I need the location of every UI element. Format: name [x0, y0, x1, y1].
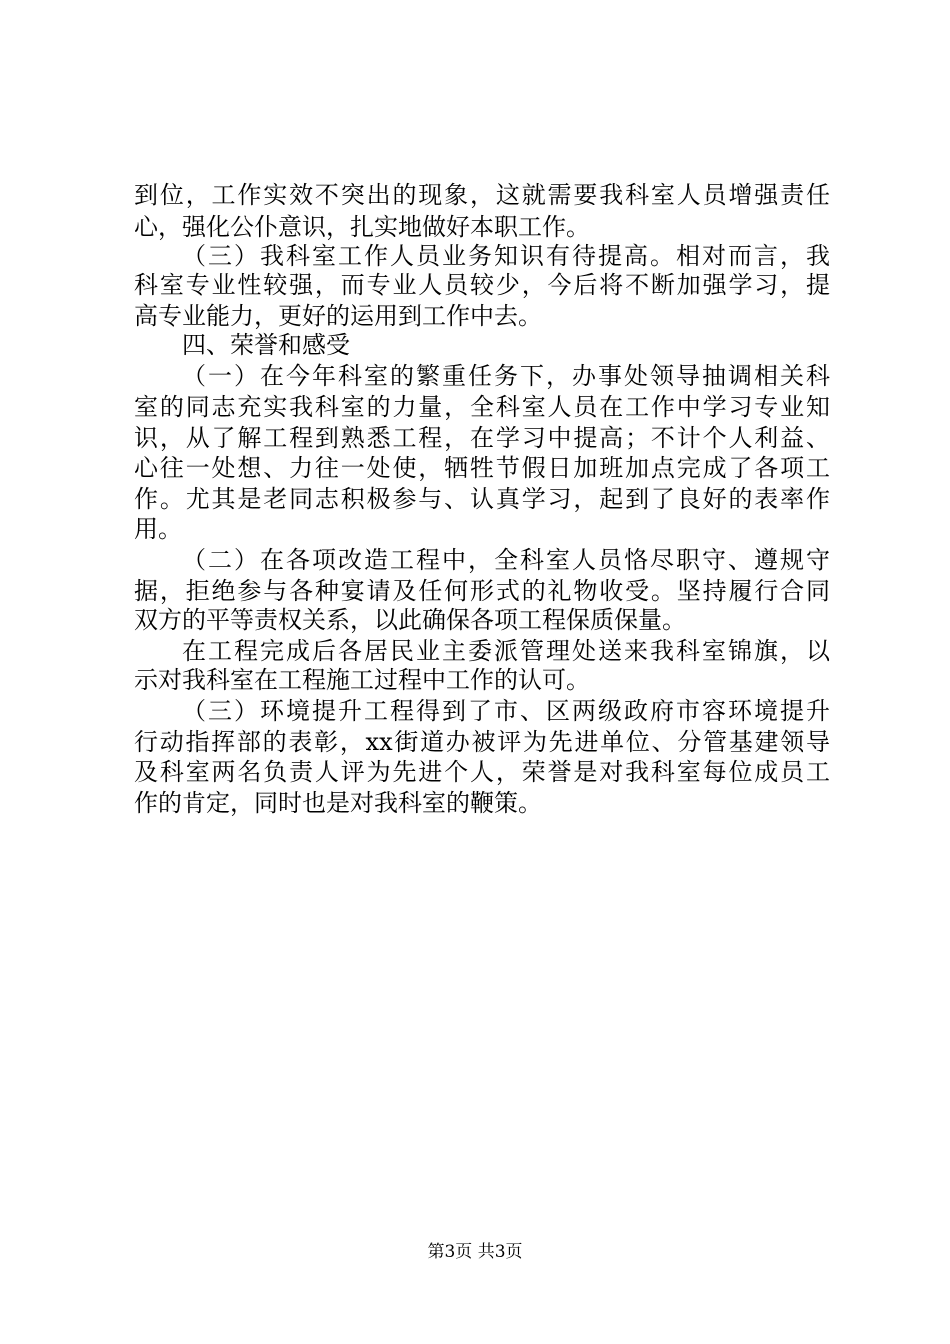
text-line: 双方的平等责权关系，以此确保各项工程保质保量。 — [134, 606, 686, 634]
text-line: （二）在各项改造工程中，全科室人员恪尽职守、遵规守 — [182, 546, 830, 574]
text-line: （三）环境提升工程得到了市、区两级政府市容环境提升 — [182, 697, 830, 725]
text-line: 科室专业性较强，而专业人员较少，今后将不断加强学习，提 — [134, 271, 830, 299]
text-line: 据，拒绝参与各种宴请及任何形式的礼物收受。坚持履行合同 — [134, 577, 830, 605]
text-line: 识，从了解工程到熟悉工程，在学习中提高；不计个人利益、 — [134, 424, 830, 452]
text-line: （三）我科室工作人员业务知识有待提高。相对而言，我 — [182, 242, 830, 270]
page-number-footer: 第3页 共3页 — [427, 1242, 523, 1262]
text-line: 室的同志充实我科室的力量，全科室人员在工作中学习专业知 — [134, 393, 830, 421]
text-line: 及科室两名负责人评为先进个人，荣誉是对我科室每位成员工 — [134, 758, 830, 786]
text-line: 心，强化公仆意识，扎实地做好本职工作。 — [134, 213, 590, 241]
text-line: 行动指挥部的表彰，xx街道办被评为先进单位、分管基建领导 — [134, 728, 830, 756]
text-line: 示对我科室在工程施工过程中工作的认可。 — [134, 666, 590, 694]
text-line: 用。 — [134, 515, 182, 543]
text-line: （一）在今年科室的繁重任务下，办事处领导抽调相关科 — [182, 362, 830, 390]
text-line: 作的肯定，同时也是对我科室的鞭策。 — [134, 789, 542, 817]
text-line: 作。尤其是老同志积极参与、认真学习，起到了良好的表率作 — [134, 485, 830, 513]
text-line: 高专业能力，更好的运用到工作中去。 — [134, 302, 542, 330]
text-line: 到位，工作实效不突出的现象，这就需要我科室人员增强责任 — [134, 181, 830, 209]
section-heading: 四、荣誉和感受 — [182, 331, 350, 359]
text-line: 在工程完成后各居民业主委派管理处送来我科室锦旗，以 — [182, 637, 830, 665]
text-line: 心往一处想、力往一处使，牺牲节假日加班加点完成了各项工 — [134, 454, 830, 482]
